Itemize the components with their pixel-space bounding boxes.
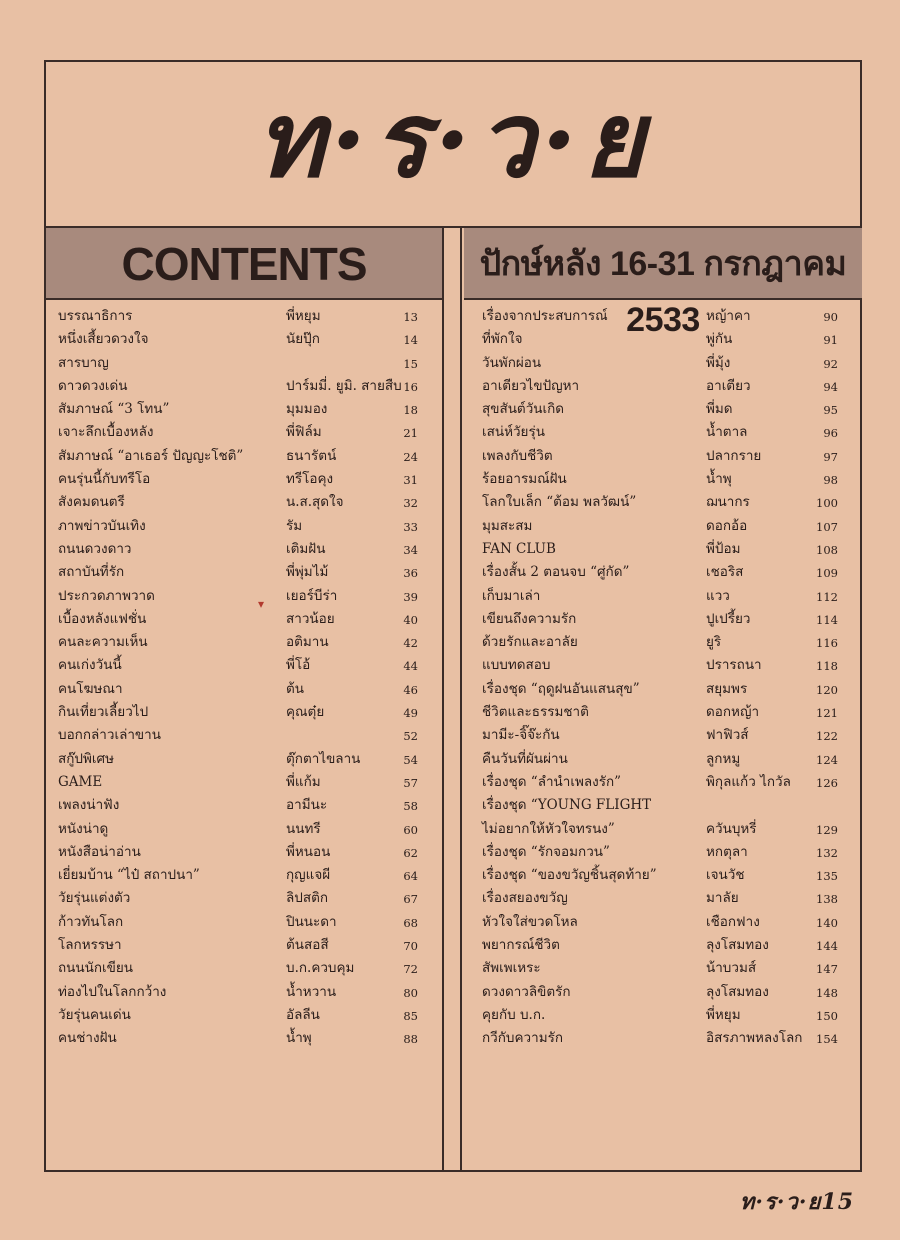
toc-entry-page: 121 xyxy=(816,706,838,721)
toc-entry-page: 44 xyxy=(403,659,418,674)
toc-entry xyxy=(58,1027,430,1050)
toc-entry-page: 114 xyxy=(816,612,838,627)
toc-entry-author: ปลากราย xyxy=(706,447,762,464)
toc-entry-title: วัยรุ่นคนเด่น xyxy=(58,1006,131,1023)
toc-entry-author: พี่มุ้ง xyxy=(706,354,731,371)
toc-entry-author: น้ำหวาน xyxy=(286,983,337,1000)
toc-entry-page: 13 xyxy=(403,310,418,324)
toc-entry xyxy=(482,561,848,584)
toc-entry-author: รัม xyxy=(286,517,303,534)
toc-entry xyxy=(58,445,430,468)
toc-entry-page: 147 xyxy=(816,962,838,977)
toc-entry-page: 54 xyxy=(403,752,418,767)
toc-entry-page: 144 xyxy=(816,939,838,954)
toc-entry-author: พี่โอ้ xyxy=(286,657,311,674)
toc-entry-title: ด้วยรักและอาลัย xyxy=(482,634,578,651)
toc-entry xyxy=(482,934,848,957)
toc-entry-title: หัวใจใส่ขวดโหล xyxy=(482,913,578,930)
toc-entry-title: แบบทดสอบ xyxy=(482,657,551,674)
toc-entry xyxy=(482,538,848,561)
toc-entry-author: แวว xyxy=(706,587,730,604)
toc-entry-page: 129 xyxy=(816,822,838,837)
toc-entry-title: สัมภาษณ์ “3 โทน” xyxy=(58,401,170,418)
toc-entry-title: เขียนถึงความรัก xyxy=(482,610,577,627)
toc-entry-page: 94 xyxy=(823,379,838,394)
toc-entry-page: 138 xyxy=(816,892,838,907)
toc-entry-title: คนละความเห็น xyxy=(58,634,148,651)
toc-entry-author: ควันบุหรี่ xyxy=(706,820,757,837)
toc-entry-author: ยูริ xyxy=(706,634,722,651)
toc-entry xyxy=(58,561,430,584)
toc-entry-title: อาเตียวไขปัญหา xyxy=(482,377,580,394)
toc-entry-author: อิสรภาพหลงโลก xyxy=(706,1030,803,1047)
toc-entry xyxy=(58,515,430,538)
toc-entry-page: 70 xyxy=(403,939,418,954)
toc-entry xyxy=(482,724,848,747)
toc-entry-page: 98 xyxy=(823,473,838,488)
toc-entry-author: น.ส.สุดใจ xyxy=(286,494,344,511)
toc-entry xyxy=(482,305,848,328)
toc-entry-author: ทรีโอคุง xyxy=(286,471,334,488)
toc-entry xyxy=(482,864,848,887)
toc-entry xyxy=(58,957,430,980)
toc-entry xyxy=(482,887,848,910)
toc-entry-author: อามีนะ xyxy=(286,797,328,814)
toc-entry-title: บรรณาธิการ xyxy=(58,308,133,324)
toc-entry xyxy=(58,585,430,608)
toc-entry-page: 100 xyxy=(816,496,838,511)
toc-entry xyxy=(58,887,430,910)
toc-entry-page: 132 xyxy=(816,845,838,860)
toc-entry-author: น้ำตาล xyxy=(706,424,748,441)
toc-entry-page: 15 xyxy=(403,356,418,371)
toc-entry-title: เบื้องหลังแฟชั่น xyxy=(58,610,147,627)
toc-entry-page: 80 xyxy=(403,985,418,1000)
toc-entry-author: ฟาฟิวส์ xyxy=(706,727,749,744)
toc-entry xyxy=(482,911,848,934)
toc-entry-title: สังคมดนตรี xyxy=(58,494,125,511)
toc-entry-author: นัยปุ๊ก xyxy=(286,331,320,348)
toc-entry-page: 67 xyxy=(403,892,418,907)
toc-entry xyxy=(58,864,430,887)
toc-entry xyxy=(58,911,430,934)
toc-entry xyxy=(58,818,430,841)
toc-entry-page: 49 xyxy=(403,706,418,721)
toc-entry-author: อาเตียว xyxy=(706,377,751,394)
toc-entry xyxy=(58,468,430,491)
toc-entry-title: เรื่องจากประสบการณ์ xyxy=(482,308,608,324)
toc-entry-page: 148 xyxy=(816,985,838,1000)
toc-entry-author: พี่มด xyxy=(706,401,733,418)
toc-entry-title: หนึ่งเสี้ยวดวงใจ xyxy=(58,331,149,348)
toc-entry xyxy=(482,1027,848,1050)
toc-entry-page: 112 xyxy=(816,589,838,604)
toc-entry xyxy=(482,608,848,631)
toc-entry-author: คุณตุ๋ย xyxy=(286,704,325,721)
toc-entry-page: 21 xyxy=(403,426,418,441)
toc-entry xyxy=(58,538,430,561)
toc-entry-title: เรื่องชุด “YOUNG FLIGHT xyxy=(482,797,652,814)
toc-entry-title: ก้าวทันโลก xyxy=(58,913,124,930)
toc-entry xyxy=(58,771,430,794)
toc-entry-title: คืนวันที่ผันผ่าน xyxy=(482,750,568,767)
toc-entry xyxy=(58,328,430,351)
toc-entry-author: อัลลีน xyxy=(286,1006,320,1023)
toc-entry-author: บ.ก.ควบคุม xyxy=(286,960,355,977)
toc-entry-title: คนรุ่นนี้กับทรีโอ xyxy=(58,471,151,488)
toc-entry-title: หนังสือน่าอ่าน xyxy=(58,843,141,860)
toc-entry-title: โลกหรรษา xyxy=(58,937,122,954)
toc-entry xyxy=(58,421,430,444)
toc-entry xyxy=(58,934,430,957)
toc-entry-title: คนเก่งวันนี้ xyxy=(58,657,122,674)
toc-entry-page: 16 xyxy=(403,379,418,394)
toc-entry xyxy=(482,631,848,654)
toc-entry-title: ที่พักใจ xyxy=(482,331,523,348)
toc-entry-author: ฌนากร xyxy=(706,494,750,511)
toc-entry-author: ดอกอ้อ xyxy=(706,517,748,534)
toc-entry-page: 97 xyxy=(823,449,838,464)
toc-entry-author: ต้น xyxy=(286,680,304,697)
toc-entry xyxy=(58,678,430,701)
toc-entry-title: เก็บมาเล่า xyxy=(482,587,541,604)
toc-entry-page: 92 xyxy=(823,356,838,371)
toc-entry-title: เพลงกับชีวิต xyxy=(482,447,553,464)
toc-entry-title: เรื่องชุด “ของขวัญชิ้นสุดท้าย” xyxy=(482,867,657,884)
toc-entry-author: มาลัย xyxy=(706,890,739,907)
toc-entry xyxy=(482,375,848,398)
toc-entry-title: มุมสะสม xyxy=(482,517,533,534)
toc-entry-page: 62 xyxy=(403,845,418,860)
toc-entry xyxy=(482,748,848,771)
toc-entry-page: 40 xyxy=(403,612,418,627)
toc-entry-author: ปรารถนา xyxy=(706,657,762,674)
toc-entry-title: เรื่องชุด “ฤดูฝนอันแสนสุข” xyxy=(482,680,640,697)
toc-entry xyxy=(482,841,848,864)
toc-entry-title: เสน่ห์วัยรุ่น xyxy=(482,424,545,441)
toc-entry xyxy=(58,748,430,771)
contents-heading: CONTENTS xyxy=(121,238,367,290)
toc-entry-author: เยอร์บีร่า xyxy=(286,587,338,604)
toc-entry-page: 109 xyxy=(816,566,838,581)
toc-entry-title: เรื่องสยองขวัญ xyxy=(482,890,568,907)
toc-entry xyxy=(58,1004,430,1027)
toc-entry-page: 126 xyxy=(816,775,838,790)
contents-right-column xyxy=(482,305,848,1051)
toc-entry-page: 52 xyxy=(403,729,418,744)
toc-entry xyxy=(58,701,430,724)
toc-entry-author: ตุ๊กตาไขลาน xyxy=(286,750,361,767)
contents-left-column xyxy=(58,305,430,1051)
toc-entry-author: มุมมอง xyxy=(286,401,328,418)
red-mark-icon: ▾ xyxy=(258,597,265,611)
toc-entry xyxy=(58,375,430,398)
toc-entry-author: น้ำพุ xyxy=(706,471,732,488)
toc-entry-title: สัมภาษณ์ “อาเธอร์ ปัญญะโชติ” xyxy=(58,447,244,464)
toc-entry-author: ดอกหญ้า xyxy=(706,704,760,721)
contents-band xyxy=(46,228,442,300)
toc-entry-page: 120 xyxy=(816,682,838,697)
toc-entry-title: โลกใบเล็ก “ต้อม พลวัฒน์” xyxy=(482,494,637,511)
toc-entry-page: 140 xyxy=(816,915,838,930)
toc-entry-title: ไม่อยากให้หัวใจทรนง” xyxy=(482,820,615,837)
toc-entry-title: คุยกับ บ.ก. xyxy=(482,1006,546,1023)
toc-entry-title: วันพักผ่อน xyxy=(482,354,542,371)
toc-entry-author: ปินนะดา xyxy=(286,913,337,930)
toc-entry xyxy=(58,305,430,328)
toc-entry-author: ธนารัตน์ xyxy=(286,447,337,464)
toc-entry-author: พี่ฟิล์ม xyxy=(286,424,322,441)
toc-entry-page: 36 xyxy=(403,566,418,581)
page-footer: ท·ร·ว·ย15 xyxy=(739,1189,854,1215)
toc-entry xyxy=(58,398,430,421)
magazine-title: ท·ร·ว·ย xyxy=(255,78,651,201)
toc-entry-page: 39 xyxy=(403,589,418,604)
issue-date: ปักษ์หลัง 16-31 กรกฎาคม 2533 xyxy=(479,245,847,339)
toc-entry-title: สกู๊ปพิเศษ xyxy=(58,750,114,767)
toc-entry-page: 42 xyxy=(403,636,418,651)
toc-entry-title: คนช่างฝัน xyxy=(58,1030,117,1047)
toc-entry-author: ต้นสอสี xyxy=(286,937,329,954)
toc-entry xyxy=(482,1004,848,1027)
toc-entry-title: เพลงน่าฟัง xyxy=(58,797,120,814)
toc-entry xyxy=(482,701,848,724)
toc-entry xyxy=(482,585,848,608)
toc-entry-title: ชีวิตและธรรมชาติ xyxy=(482,704,589,721)
toc-entry-page: 91 xyxy=(823,333,838,348)
toc-entry xyxy=(482,794,848,817)
toc-entry xyxy=(482,654,848,677)
toc-entry-author: สยุมพร xyxy=(706,680,748,697)
toc-entry-title: เรื่องสั้น 2 ตอนจบ “ศู่กัด” xyxy=(482,564,630,581)
toc-entry-author: สาวน้อย xyxy=(286,610,335,627)
toc-entry-title: สารบาญ xyxy=(58,354,109,371)
toc-entry-page: 72 xyxy=(403,962,418,977)
toc-entry xyxy=(58,654,430,677)
toc-entry xyxy=(482,421,848,444)
toc-entry-page: 88 xyxy=(403,1032,418,1047)
toc-entry xyxy=(482,771,848,794)
toc-entry-author: เชอริส xyxy=(706,564,744,581)
toc-entry-title: หนังน่าดู xyxy=(58,820,109,837)
toc-entry-page: 118 xyxy=(816,659,838,674)
toc-entry-page: 90 xyxy=(823,310,838,324)
toc-entry-page: 18 xyxy=(403,403,418,418)
toc-entry-page: 58 xyxy=(403,799,418,814)
toc-entry-page: 122 xyxy=(816,729,838,744)
toc-entry-author: เติมฝัน xyxy=(286,540,326,557)
toc-entry-title: ภาพข่าวบันเทิง xyxy=(58,517,146,534)
toc-entry-title: ประกวดภาพวาด xyxy=(58,587,155,604)
toc-entry-page: 135 xyxy=(816,869,838,884)
toc-entry xyxy=(58,491,430,514)
toc-entry-title: FAN CLUB xyxy=(482,540,556,557)
toc-entry xyxy=(58,608,430,631)
toc-entry-page: 31 xyxy=(403,473,418,488)
toc-entry-page: 14 xyxy=(403,333,418,348)
toc-entry-title: เรื่องชุด “ลำนำเพลงรัก” xyxy=(482,773,622,790)
toc-entry-author: หกตุลา xyxy=(706,843,748,860)
toc-entry-author: นนทรี xyxy=(286,820,321,837)
toc-entry xyxy=(482,445,848,468)
column-divider xyxy=(442,228,462,1170)
toc-entry xyxy=(58,794,430,817)
toc-entry-author: ลุงโสมทอง xyxy=(706,937,769,954)
toc-entry-page: 154 xyxy=(816,1032,838,1047)
toc-entry-title: กินเที่ยวเลี้ยวไป xyxy=(58,704,149,721)
toc-entry-author: พู่กัน xyxy=(706,331,733,348)
toc-entry-author: เชือกฟาง xyxy=(706,913,760,930)
toc-entry-title: เรื่องชุด “รักจอมกวน” xyxy=(482,843,610,860)
toc-entry-author: น้าบวมส์ xyxy=(706,960,757,977)
toc-entry-author: เจนวัช xyxy=(706,867,745,884)
toc-entry-title: GAME xyxy=(58,773,103,790)
toc-entry-author: พี่แก้ม xyxy=(286,773,321,790)
toc-entry xyxy=(482,981,848,1004)
toc-entry-title: ดวงดาวลิขิตรัก xyxy=(482,983,571,1000)
toc-entry-author: พี่หนอน xyxy=(286,843,331,860)
toc-entry-author: ลิปสติก xyxy=(286,890,329,907)
toc-entry-author: ปูเปรี้ยว xyxy=(706,610,751,627)
toc-entry xyxy=(482,328,848,351)
toc-entry-page: 24 xyxy=(403,449,418,464)
toc-entry-page: 34 xyxy=(403,542,418,557)
toc-entry xyxy=(58,841,430,864)
toc-entry-author: ลุงโสมทอง xyxy=(706,983,769,1000)
toc-entry-page: 32 xyxy=(403,496,418,511)
toc-entry-title: สถาบันที่รัก xyxy=(58,564,125,581)
toc-entry-page: 116 xyxy=(816,636,838,651)
toc-entry xyxy=(482,398,848,421)
toc-entry-title: มามีะ-จิ๊จ๊ะกัน xyxy=(482,727,560,744)
toc-entry-page: 85 xyxy=(403,1008,418,1023)
toc-entry xyxy=(58,724,430,747)
toc-entry-page: 57 xyxy=(403,775,418,790)
toc-entry-page: 96 xyxy=(823,426,838,441)
masthead xyxy=(46,62,860,228)
toc-entry xyxy=(482,678,848,701)
toc-entry-title: พยากรณ์ชีวิต xyxy=(482,937,560,954)
toc-entry-title: สุขสันต์วันเกิด xyxy=(482,401,565,418)
toc-entry-author: อติมาน xyxy=(286,634,329,651)
toc-entry-title: วัยรุ่นแต่งตัว xyxy=(58,890,131,907)
toc-entry-page: 124 xyxy=(816,752,838,767)
toc-entry-title: ถนนนักเขียน xyxy=(58,960,134,977)
toc-entry-page: 33 xyxy=(403,519,418,534)
toc-entry xyxy=(482,352,848,375)
toc-entry-page: 107 xyxy=(816,519,838,534)
toc-entry xyxy=(482,818,848,841)
toc-entry-title: บอกกล่าวเล่าขาน xyxy=(58,727,161,744)
toc-entry xyxy=(482,957,848,980)
toc-entry-title: ถนนดวงดาว xyxy=(58,540,132,557)
toc-entry xyxy=(482,468,848,491)
toc-entry-page: 64 xyxy=(403,869,418,884)
toc-entry-title: เจาะลึกเบื้องหลัง xyxy=(58,424,154,441)
toc-entry-author: พี่ป้อม xyxy=(706,540,741,557)
toc-entry-author: ปาร์มมี่. ยูมิ. สายสืบ xyxy=(286,377,402,394)
toc-entry-page: 95 xyxy=(823,403,838,418)
toc-entry-author: ลูกหมู xyxy=(706,750,741,767)
toc-entry-title: ร้อยอารมณ์ฝัน xyxy=(482,471,567,488)
toc-entry-author: น้ำพุ xyxy=(286,1030,312,1047)
toc-entry-title: เยี่ยมบ้าน “ไป๋ สถาปนา” xyxy=(58,867,200,884)
toc-entry-author: พี่พุ่มไม้ xyxy=(286,564,329,581)
toc-entry-page: 68 xyxy=(403,915,418,930)
toc-entry-page: 150 xyxy=(816,1008,838,1023)
toc-entry-author: พิกุลแก้ว ไกวัล xyxy=(706,773,791,790)
toc-entry-title: สัพเพเหระ xyxy=(482,960,541,977)
toc-entry xyxy=(58,352,430,375)
toc-entry-title: ท่องไปในโลกกว้าง xyxy=(58,983,167,1000)
toc-entry xyxy=(482,491,848,514)
toc-entry xyxy=(482,515,848,538)
toc-entry-page: 46 xyxy=(403,682,418,697)
toc-entry xyxy=(58,631,430,654)
toc-entry-title: กวีกับความรัก xyxy=(482,1030,564,1047)
toc-entry-page: 108 xyxy=(816,542,838,557)
toc-entry-page: 60 xyxy=(403,822,418,837)
toc-entry-title: คนโฆษณา xyxy=(58,680,123,697)
toc-entry-author: พี่หยุม xyxy=(286,308,321,324)
toc-entry xyxy=(58,981,430,1004)
toc-entry-author: พี่หยุม xyxy=(706,1006,741,1023)
toc-entry-author: หญ้าคา xyxy=(706,308,751,324)
toc-entry-author: กุญแจผี xyxy=(286,867,331,884)
toc-entry-title: ดาวดวงเด่น xyxy=(58,377,128,394)
